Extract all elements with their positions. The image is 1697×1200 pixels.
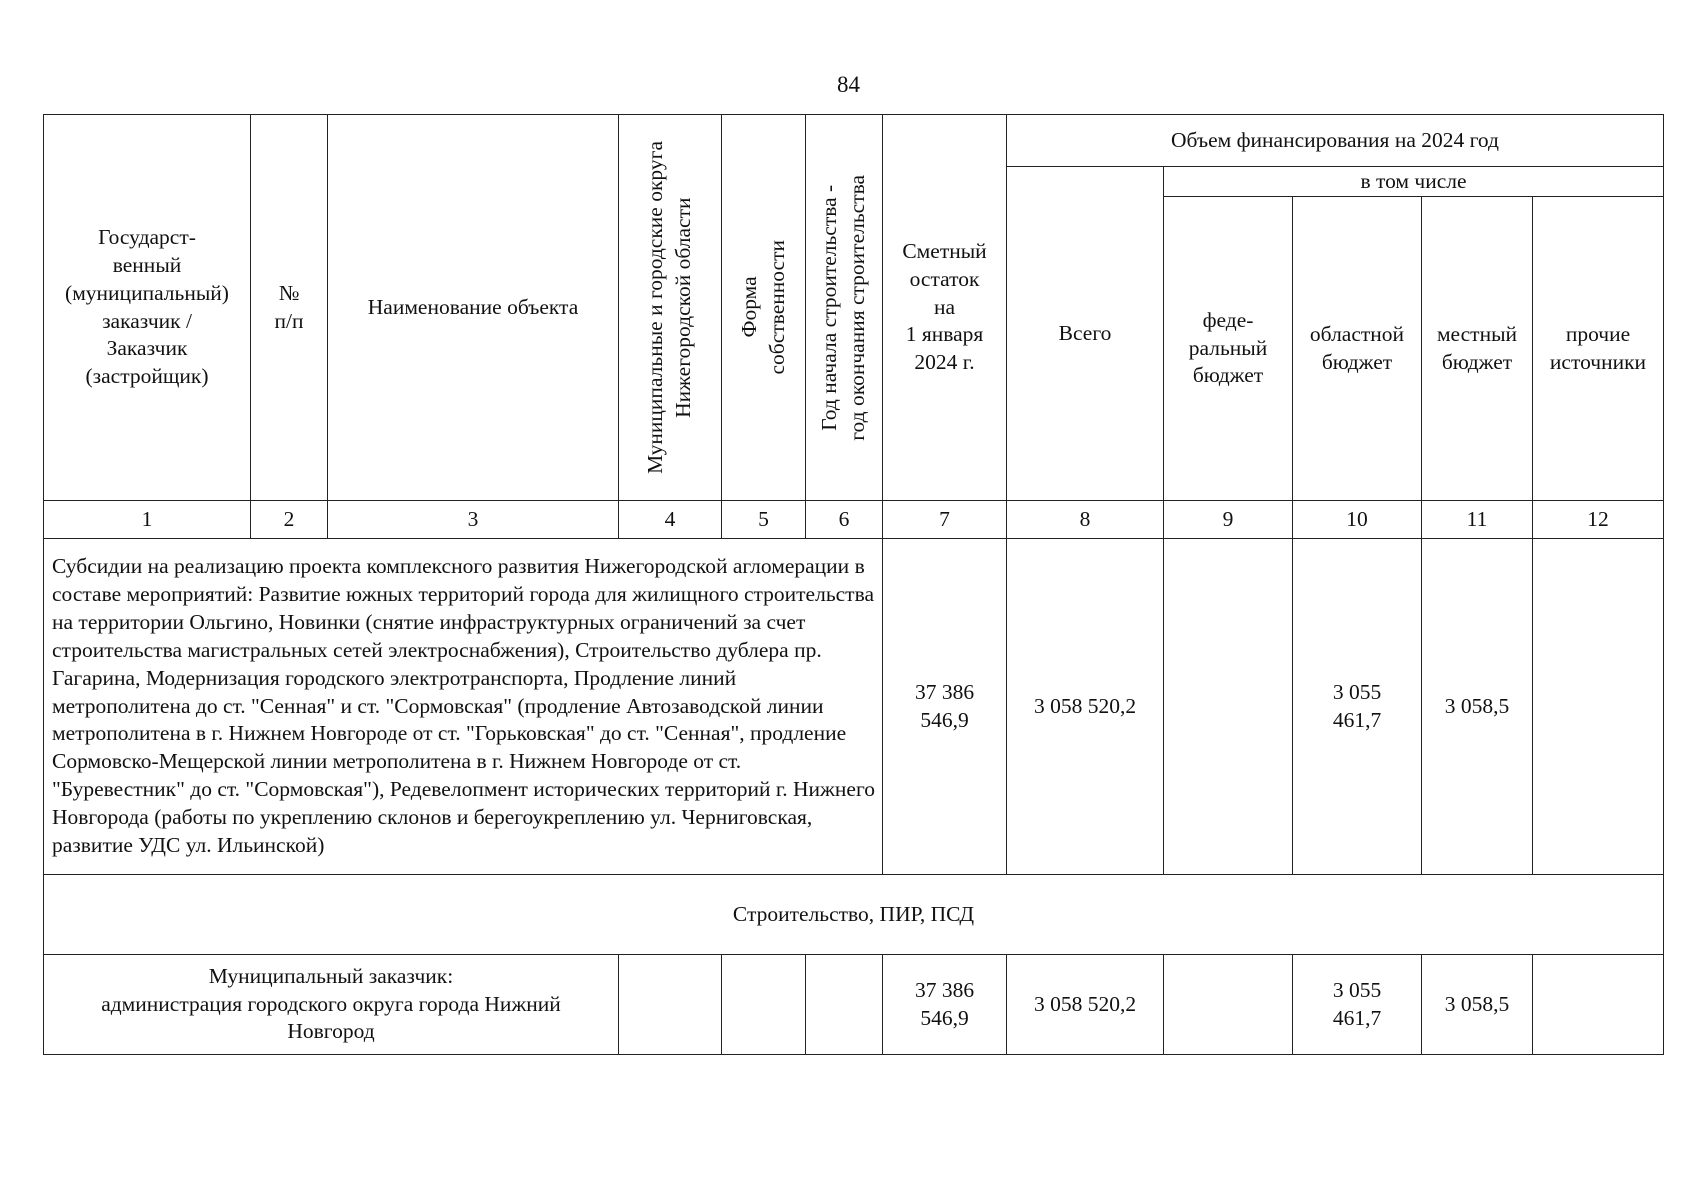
column-number: 6 [806, 501, 883, 539]
customer-ownership [722, 955, 806, 1055]
customer-local: 3 058,5 [1422, 955, 1533, 1055]
header-number: № п/п [251, 115, 328, 501]
column-number: 10 [1293, 501, 1422, 539]
header-ownership-cell [722, 115, 806, 501]
subsidy-total: 3 058 520,2 [1007, 539, 1164, 875]
header-including: в том числе [1164, 167, 1664, 197]
section-title: Строительство, ПИР, ПСД [44, 875, 1664, 955]
page-number: 84 [837, 72, 860, 97]
header-total: Всего [1007, 167, 1164, 501]
column-number: 11 [1422, 501, 1533, 539]
header-other: прочие источники [1533, 197, 1664, 501]
header-districts: Муниципальные и городские округа Нижегородской области [643, 141, 695, 474]
column-number: 8 [1007, 501, 1164, 539]
customer-total: 3 058 520,2 [1007, 955, 1164, 1055]
header-federal: феде- ральный бюджет [1164, 197, 1293, 501]
customer-row [44, 955, 1664, 1055]
subsidy-estimate: 37 386 546,9 [883, 539, 1007, 875]
column-number: 3 [328, 501, 619, 539]
section-row [44, 875, 1664, 955]
header-local: местный бюджет [1422, 197, 1533, 501]
customer-districts [619, 955, 722, 1055]
customer-other [1533, 955, 1664, 1055]
header-districts-cell [619, 115, 722, 501]
column-number: 9 [1164, 501, 1293, 539]
financing-table [43, 114, 1664, 1055]
subsidy-row [44, 539, 1664, 875]
header-ownership: Форма собственности [736, 240, 789, 375]
subsidy-regional: 3 055 461,7 [1293, 539, 1422, 875]
column-number: 1 [44, 501, 251, 539]
header-funding-title: Объем финансирования на 2024 год [1007, 115, 1664, 167]
header-years: Год начала строительства - год окончания строительства [817, 174, 869, 441]
header-object-name: Наименование объекта [328, 115, 619, 501]
column-numbers-row [44, 501, 1664, 539]
header-estimate: Сметный остаток на 1 января 2024 г. [883, 115, 1007, 501]
subsidy-description: Субсидии на реализацию проекта комплексного развития Нижегородской агломерации в составе мероприятий: Развитие южных территорий города для жилищного строительства на территории Ольгино, Новинки (снятие инфраструктурных ограничений за счет строительства магистральных сетей электроснабжения), Строительство дублера пр. Гагарина, Модернизация городского электротранспорта, Продление линий метрополитена до ст. "Сенная" и ст. "Сормовская" (продление Автозаводской линии метрополитена в г. Нижнем Новгороде от ст. "Горьковская" до ст. "Сенная", продление Сормовско-Мещерской линии метрополитена в г. Нижнем Новгороде от ст. "Буревестник" до ст. "Сормовская"), Редевелопмент исторических территорий г. Нижнего Новгорода (работы по укреплению склонов и берегоукреплению ул. Черниговская, развитие УДС ул. Ильинской) [44, 539, 883, 875]
column-number: 4 [619, 501, 722, 539]
header-customer: Государст- венный (муниципальный) заказчик / Заказчик (застройщик) [44, 115, 251, 501]
subsidy-federal [1164, 539, 1293, 875]
customer-years [806, 955, 883, 1055]
customer-federal [1164, 955, 1293, 1055]
header-regional: областной бюджет [1293, 197, 1422, 501]
column-number: 2 [251, 501, 328, 539]
subsidy-other [1533, 539, 1664, 875]
subsidy-local: 3 058,5 [1422, 539, 1533, 875]
column-number: 5 [722, 501, 806, 539]
customer-estimate: 37 386 546,9 [883, 955, 1007, 1055]
column-number: 12 [1533, 501, 1664, 539]
header-years-cell [806, 115, 883, 501]
customer-regional: 3 055 461,7 [1293, 955, 1422, 1055]
header-row-1 [44, 115, 1664, 167]
customer-description: Муниципальный заказчик: администрация городского округа города Нижний Новгород [44, 955, 619, 1055]
column-number: 7 [883, 501, 1007, 539]
